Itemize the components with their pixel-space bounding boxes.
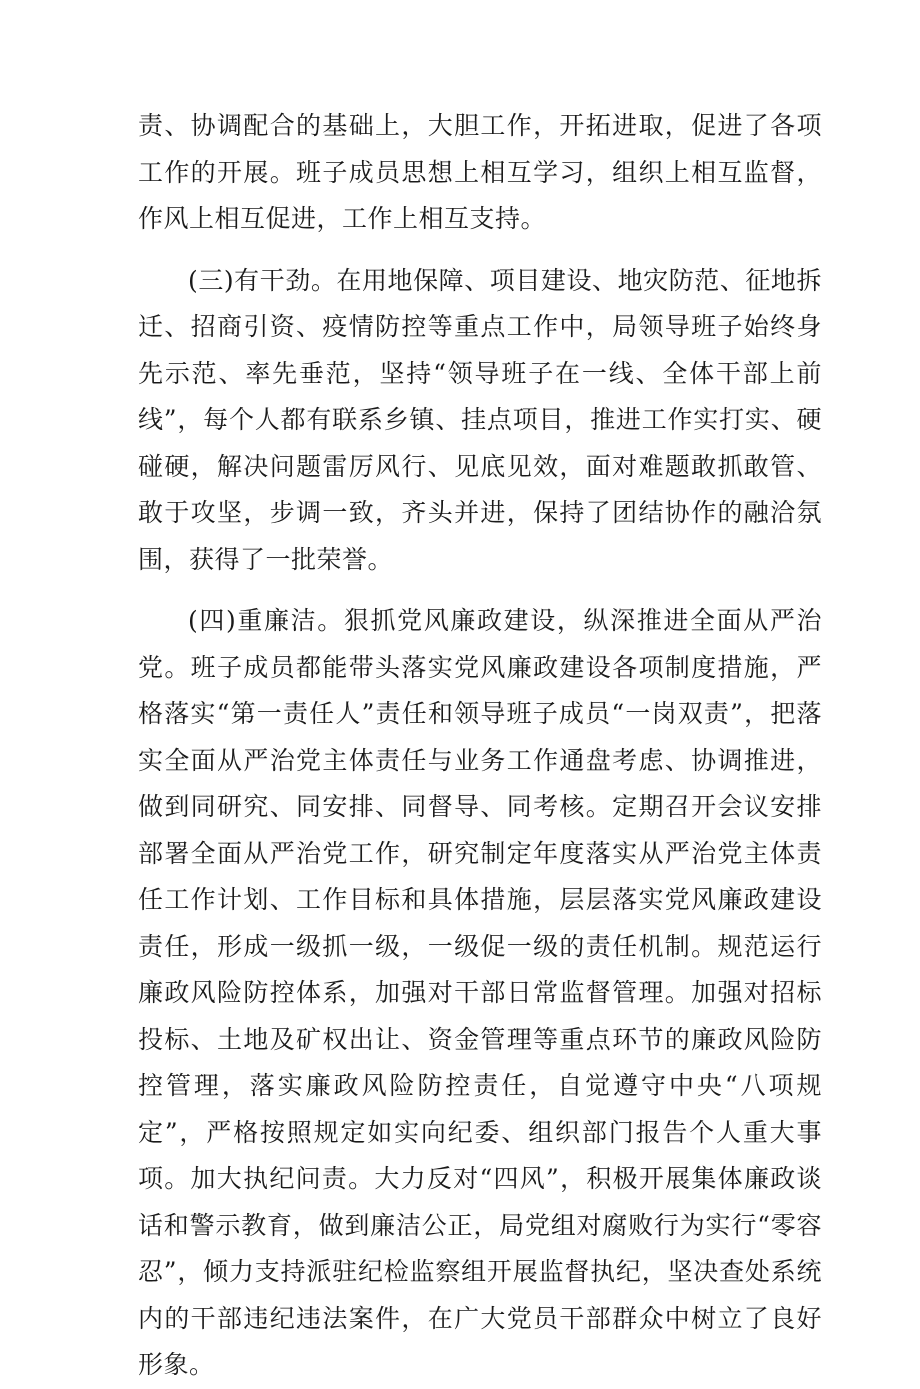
paragraph-section-three: (三)有干劲。在用地保障、项目建设、地灾防范、征地拆迁、招商引资、疫情防控等重点工作中，局领导班子始终身先示范、率先垂范，坚持“领导班子在一线、全体干部上前线”，每个人都有联系乡镇、挂点项目，推进工作实打实、硬碰硬，解决问题雷厉风行、见底见效，面对难题敢抓敢管、敢于攻坚，步调一致，齐头并进，保持了团结协作的融洽氛围，获得了一批荣誉。 — [138, 265, 822, 574]
document-body — [138, 103, 822, 1389]
paragraph-continuation: 责、协调配合的基础上，大胆工作，开拓进取，促进了各项工作的开展。班子成员思想上相互学习，组织上相互监督，作风上相互促进，工作上相互支持。 — [138, 111, 822, 233]
paragraph-section-four: (四)重廉洁。狠抓党风廉政建设，纵深推进全面从严治党。班子成员都能带头落实党风廉政建设各项制度措施，严格落实“第一责任人”责任和领导班子成员“一岗双责”，把落实全面从严治党主体责任与业务工作通盘考虑、协调推进，做到同研究、同安排、同督导、同考核。定期召开会议安排部署全面从严治党工作，研究制定年度落实从严治党主体责任工作计划、工作目标和具体措施，层层落实党风廉政建设责任，形成一级抓一级，一级促一级的责任机制。规范运行廉政风险防控体系，加强对干部日常监督管理。加强对招标投标、土地及矿权出让、资金管理等重点环节的廉政风险防控管理，落实廉政风险防控责任，自觉遵守中央“八项规定”，严格按照规定如实向纪委、组织部门报告个人重大事项。加大执纪问责。大力反对“四风”，积极开展集体廉政谈话和警示教育，做到廉洁公正，局党组对腐败行为实行“零容忍”，倾力支持派驻纪检监察组开展监督执纪，坚决查处系统内的干部违纪违法案件，在广大党员干部群众中树立了良好形象。 — [138, 606, 822, 1379]
